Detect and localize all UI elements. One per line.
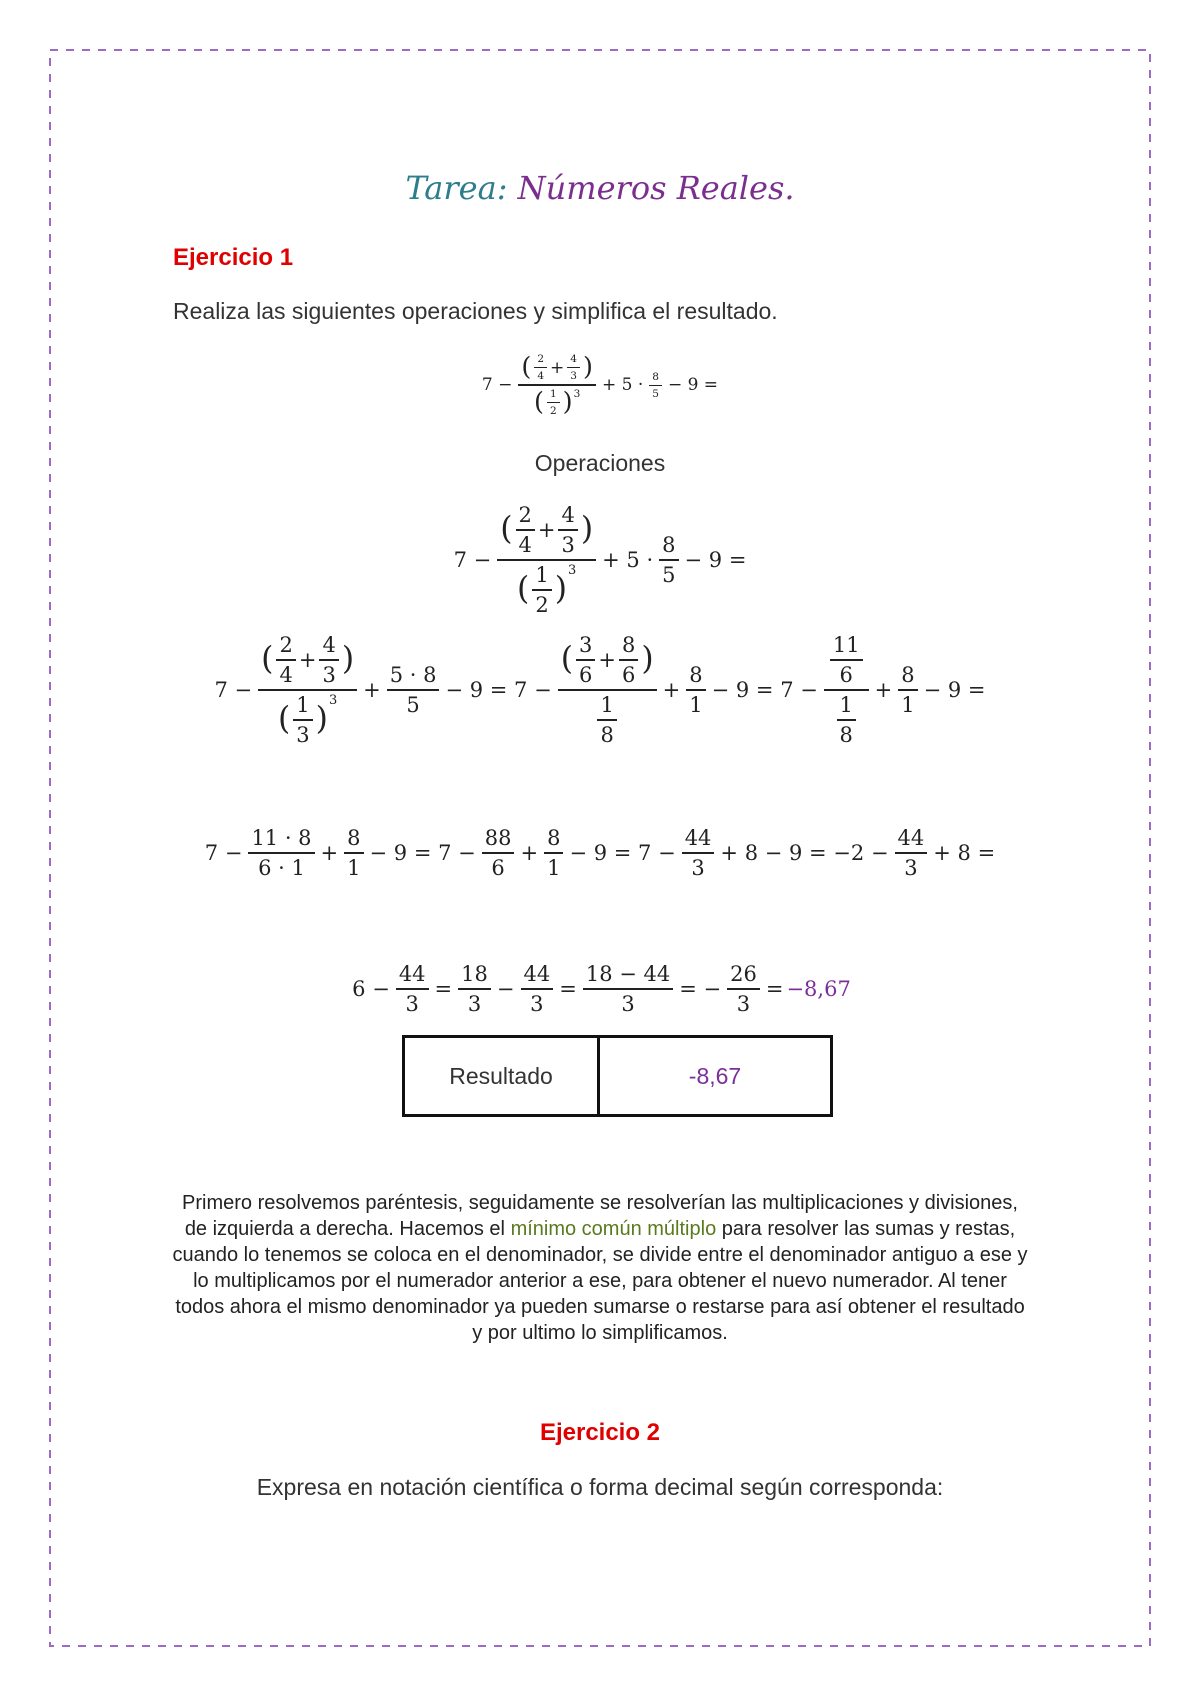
- math-expression-operations-start: 7 − ( $\frac{2}{4}$ + $\frac{4}{3}$ ) ( $\frac{1}{2}$ ) 3 + 5 · $\frac{8}{5}$ − 9 =: [453, 503, 747, 617]
- explanation-highlight: mínimo común múltiplo: [510, 1218, 717, 1240]
- math-expression-step-1: 7 − ( $\frac{2}{4}$ + $\frac{4}{3}$ ) ( $\frac{1}{3}$ ) 3 + $\frac{5 \cdot 8}{5}$ − 9 = 7 − ( $\frac{3}{6}$ + $\frac{8}{6}$ ) $\frac{1}{8}$ + $\frac{8}{1}$ − 9 = 7 − $\frac{\frac{11}{6}}{\frac{1}{8}}$ + $\frac{8}{1}$ − 9 =: [214, 633, 986, 747]
- ejercicio-1-instruction: Realiza las siguientes operaciones y simplifica el resultado.: [173, 298, 778, 324]
- final-value: −8,67: [786, 977, 851, 1001]
- explanation-paragraph: [170, 1190, 1030, 1346]
- ejercicio-2-instruction: Expresa en notación científica o forma decimal según corresponda:: [256, 1474, 944, 1500]
- explanation-text: Primero resolvemos paréntesis, seguidamente se resolverían las multiplicaciones y divisiones, de izquierda a derecha. Hacemos el: [182, 1192, 1018, 1240]
- result-table: [402, 1035, 833, 1117]
- page-title: [0, 168, 1200, 208]
- result-label-cell: Resultado: [404, 1037, 599, 1116]
- table-row: [404, 1037, 832, 1116]
- operations-label: Operaciones: [534, 450, 666, 476]
- title-word-tarea: Tarea:: [405, 169, 508, 207]
- explanation-text: para resolver las sumas y restas, cuando lo tenemos se coloca en el denominador, se divide entre el denominador antiguo a ese y lo multiplicamos por el numerador anterior a ese, para obtener el nuevo numerador. Al tener todos ahora el mismo denominador ya pueden sumarse o restarse para así obtener el resultado y por ultimo lo simplificamos.: [172, 1218, 1028, 1344]
- result-value-cell: -8,67: [599, 1037, 832, 1116]
- math-expression-statement: 7 − ( $\frac{2}{4}$ + $\frac{4}{3}$ ) ( $\frac{1}{2}$ ) 3 + 5 · $\frac{8}{5}$ − 9 =: [481, 351, 719, 417]
- math-expression-step-3: 6 − $\frac{44}{3}$ = $\frac{18}{3}$ − $\frac{44}{3}$ = $\frac{18 - 44}{3}$ = − $\frac{26}{3}$ = −8,67: [352, 962, 851, 1016]
- math-expression-step-2: 7 − $\frac{11 \cdot 8}{6 \cdot 1}$ + $\frac{8}{1}$ − 9 = 7 − $\frac{88}{6}$ + $\frac{8}{1}$ − 9 = 7 − $\frac{44}{3}$ + 8 − 9 = −2 − $\frac{44}{3}$ + 8 =: [204, 826, 996, 880]
- fraction: ( $\frac{2}{4}$ + $\frac{4}{3}$ ) ( $\frac{1}{2}$ ) 3: [518, 353, 596, 417]
- title-word-numeros-reales: Números Reales.: [517, 169, 795, 207]
- ejercicio-1-heading: Ejercicio 1: [173, 244, 294, 271]
- ejercicio-2-heading: Ejercicio 2: [539, 1419, 661, 1446]
